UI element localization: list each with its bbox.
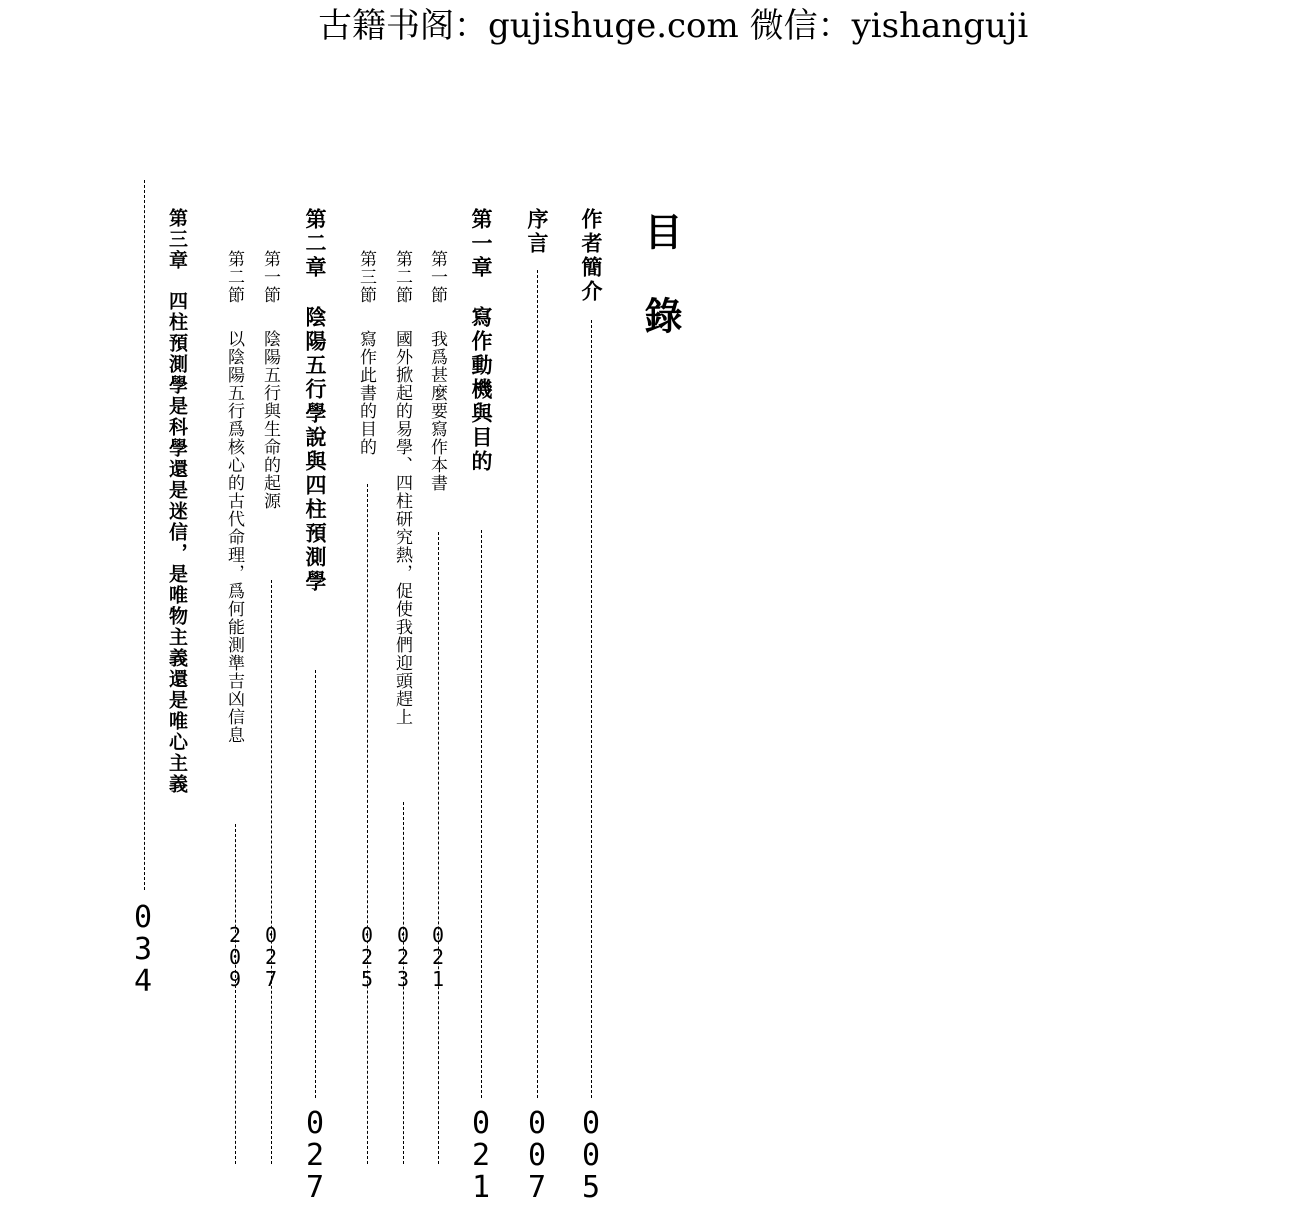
section-title: 以陰陽五行爲核心的古代命理，爲何能測準吉凶信息 — [224, 330, 244, 744]
section-title: 寫作此書的目的 — [356, 330, 376, 456]
leader-line — [315, 670, 316, 1098]
section-title: 陰陽五行與生命的起源 — [260, 330, 280, 510]
page-number: 0 0 7 — [527, 1106, 547, 1205]
section-label: 第一節 — [260, 250, 280, 304]
page-number: 0 2 1 — [431, 923, 445, 991]
entry-title — [425, 250, 450, 492]
page-number: 0 2 7 — [305, 1106, 325, 1205]
entry-title: 作者簡介 — [579, 208, 604, 304]
entry-title — [222, 250, 247, 744]
watermark: 古籍书阁：gujishuge.com 微信：yishanguji — [318, 6, 1029, 46]
page-number: 0 2 1 — [471, 1106, 491, 1205]
leader-line — [481, 530, 482, 1098]
page-number: 0 0 5 — [581, 1106, 601, 1205]
section-title: 我爲甚麼要寫作本書 — [427, 330, 447, 492]
toc-entry-author[interactable] — [576, 208, 606, 1205]
toc-entry-chapter-2[interactable] — [300, 208, 330, 1205]
toc-entry-section-2-2[interactable] — [222, 250, 248, 1000]
chapter-title: 四柱預測學是科學還是迷信，是唯物主義還是唯心主義 — [166, 291, 188, 795]
page-title: 目錄 — [638, 212, 683, 380]
toc-entry-chapter-3[interactable] — [164, 208, 194, 998]
chapter-label: 第三章 — [166, 208, 188, 271]
toc-entry-section-1-1[interactable] — [425, 250, 451, 1000]
leader-line — [591, 320, 592, 1098]
leader-line — [271, 580, 272, 1164]
page-number: 0 2 3 — [396, 923, 410, 991]
entry-title — [466, 208, 496, 474]
section-title: 國外掀起的易學、四柱研究熱，促使我們迎頭趕上 — [392, 330, 412, 726]
toc-entry-section-1-3[interactable] — [354, 250, 380, 1000]
entry-title: 序言 — [525, 208, 550, 256]
leader-line — [438, 532, 439, 1164]
chapter-label: 第一章 — [469, 208, 494, 280]
chapter-label: 第二章 — [303, 208, 328, 280]
leader-line — [144, 180, 145, 890]
page-number: 2 0 9 — [228, 923, 242, 991]
entry-title — [390, 250, 415, 726]
leader-line — [537, 270, 538, 1098]
entry-title — [354, 250, 379, 456]
chapter-title: 陰陽五行學說與四柱預測學 — [303, 306, 328, 594]
section-label: 第二節 — [392, 250, 412, 304]
chapter-title: 寫作動機與目的 — [469, 306, 494, 474]
section-label: 第二節 — [224, 250, 244, 304]
entry-title — [258, 250, 283, 510]
page-number: 0 2 7 — [264, 923, 278, 991]
entry-title — [300, 208, 330, 594]
leader-line — [235, 824, 236, 1164]
toc-entry-chapter-3-page[interactable] — [128, 208, 158, 998]
page-number: 0 3 4 — [133, 900, 153, 999]
toc-entry-chapter-1[interactable] — [466, 208, 496, 1205]
toc-entry-preface[interactable] — [522, 208, 552, 1205]
toc-entry-section-1-2[interactable] — [390, 250, 416, 1000]
page-number: 0 2 5 — [360, 923, 374, 991]
section-label: 第三節 — [356, 250, 376, 304]
section-label: 第一節 — [427, 250, 447, 304]
leader-line — [367, 484, 368, 1164]
entry-title — [164, 208, 191, 795]
toc-entry-section-2-1[interactable] — [258, 250, 284, 1000]
